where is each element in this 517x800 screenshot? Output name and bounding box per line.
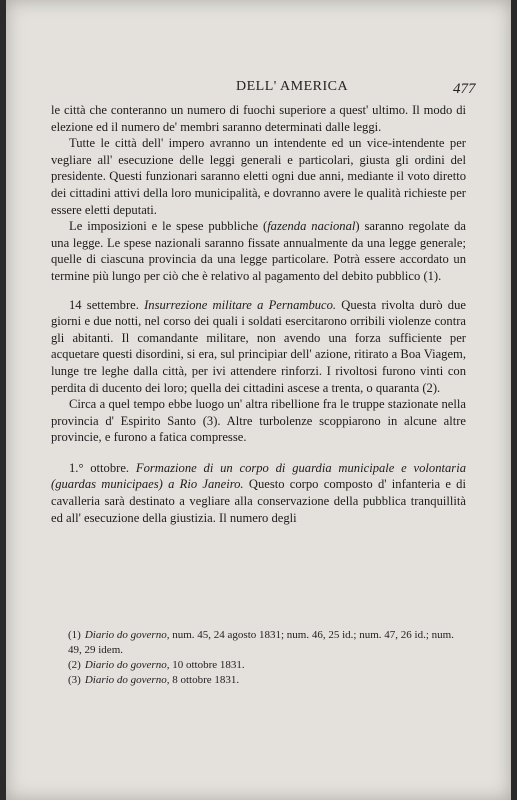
paragraph-4-heading: Insurrezione militare a Pernambuco. bbox=[144, 297, 337, 312]
footnote-number: (2) bbox=[68, 659, 81, 671]
footnote-text: 8 ottobre 1831. bbox=[169, 674, 240, 686]
footnote-source: Diario do governo, bbox=[84, 674, 170, 686]
paragraph-4-date: 14 settembre. bbox=[69, 297, 145, 312]
paragraph-6-date: 1.° ottobre. bbox=[69, 460, 136, 475]
book-page bbox=[6, 0, 511, 800]
paragraph-4-text: Questa rivolta durò due giorni e due notti, nel corso dei quali i soldati esercitarono orribili violenze contra gli abitanti. Il comandante militare, non avendo una forza sufficiente per acquetare questi disordini, si era, sul principiar dell' azione, ritirato a Boa Viagem, lunge tre leghe dalla città, per ivi attendere rinforzi. I rivoltosi furono vinti con perdita di ducento dei loro; quella dei cittadini ascese a trenta, o quaranta (2). bbox=[51, 297, 466, 395]
footnote-number: (1) bbox=[68, 629, 81, 641]
footnote-3 bbox=[68, 673, 468, 688]
paragraph-3-italic: fazenda nacional bbox=[267, 219, 356, 234]
page-number: 477 bbox=[453, 81, 476, 97]
footnote-text: 10 ottobre 1831. bbox=[169, 659, 245, 671]
footnotes bbox=[68, 628, 468, 688]
paragraph-4 bbox=[51, 297, 466, 397]
footnote-source: Diario do governo, bbox=[84, 629, 170, 641]
paragraph-6-heading: Formazione di un corpo di guardia municipale e volontaria (guardas municipaes) a Rio Janeiro. bbox=[51, 460, 466, 492]
page-header bbox=[6, 79, 511, 99]
footnote-text: num. 45, 24 agosto 1831; num. 46, 25 id.; num. 47, 26 id.; num. 49, 29 idem. bbox=[68, 629, 454, 656]
paragraph-6-text: Questo corpo composto d' infanteria e di cavalleria sarà destinato a vegliare alla conservazione della pubblica tranquillità ed all' esecuzione della giustizia. Il numero degli bbox=[51, 477, 466, 525]
paragraph-5: Circa a quel tempo ebbe luogo un' altra ribellione fra le truppe stazionate nella provincia d' Espirito Santo (3). Altre turbolenze scoppiarono in alcune altre provincie, e furono a fatica compresse. bbox=[51, 397, 466, 445]
paragraph-3-text-b: ) saranno regolate da una legge. Le spese nazionali saranno fissate annualmente da una legge generale; quelle di ciascuna provincia da una legge particolare. Potrà essere accordato un termine più lungo per ciò che è relativo al pagamento del debito pubblico (1). bbox=[51, 219, 466, 283]
paragraph-3 bbox=[51, 218, 466, 284]
paragraph-1: le città che conteranno un numero di fuochi superiore a quest' ultimo. Il modo di elezione ed il numero de' membri saranno determinati dalle leggi. bbox=[51, 103, 466, 134]
paragraph-6 bbox=[51, 460, 466, 526]
paragraph-3-text-a: Le imposizioni e le spese pubbliche ( bbox=[69, 219, 268, 234]
footnote-source: Diario do governo, bbox=[84, 659, 170, 671]
page-body bbox=[51, 102, 466, 526]
paragraph-2: Tutte le città dell' impero avranno un intendente ed un vice-intendente per vegliare all' esecuzione delle leggi generali e particolari, giusta gli ordini del presidente. Questi funzionari saranno eletti ogni due anni, mediante il voto diretto dei cittadini attivi della loro municipalità, e dovranno avere le qualità richieste per essere eletti deputati. bbox=[51, 136, 466, 217]
running-title: DELL' AMERICA bbox=[236, 79, 349, 94]
footnote-2 bbox=[68, 658, 468, 673]
footnote-1 bbox=[68, 628, 468, 658]
footnote-number: (3) bbox=[68, 674, 81, 686]
